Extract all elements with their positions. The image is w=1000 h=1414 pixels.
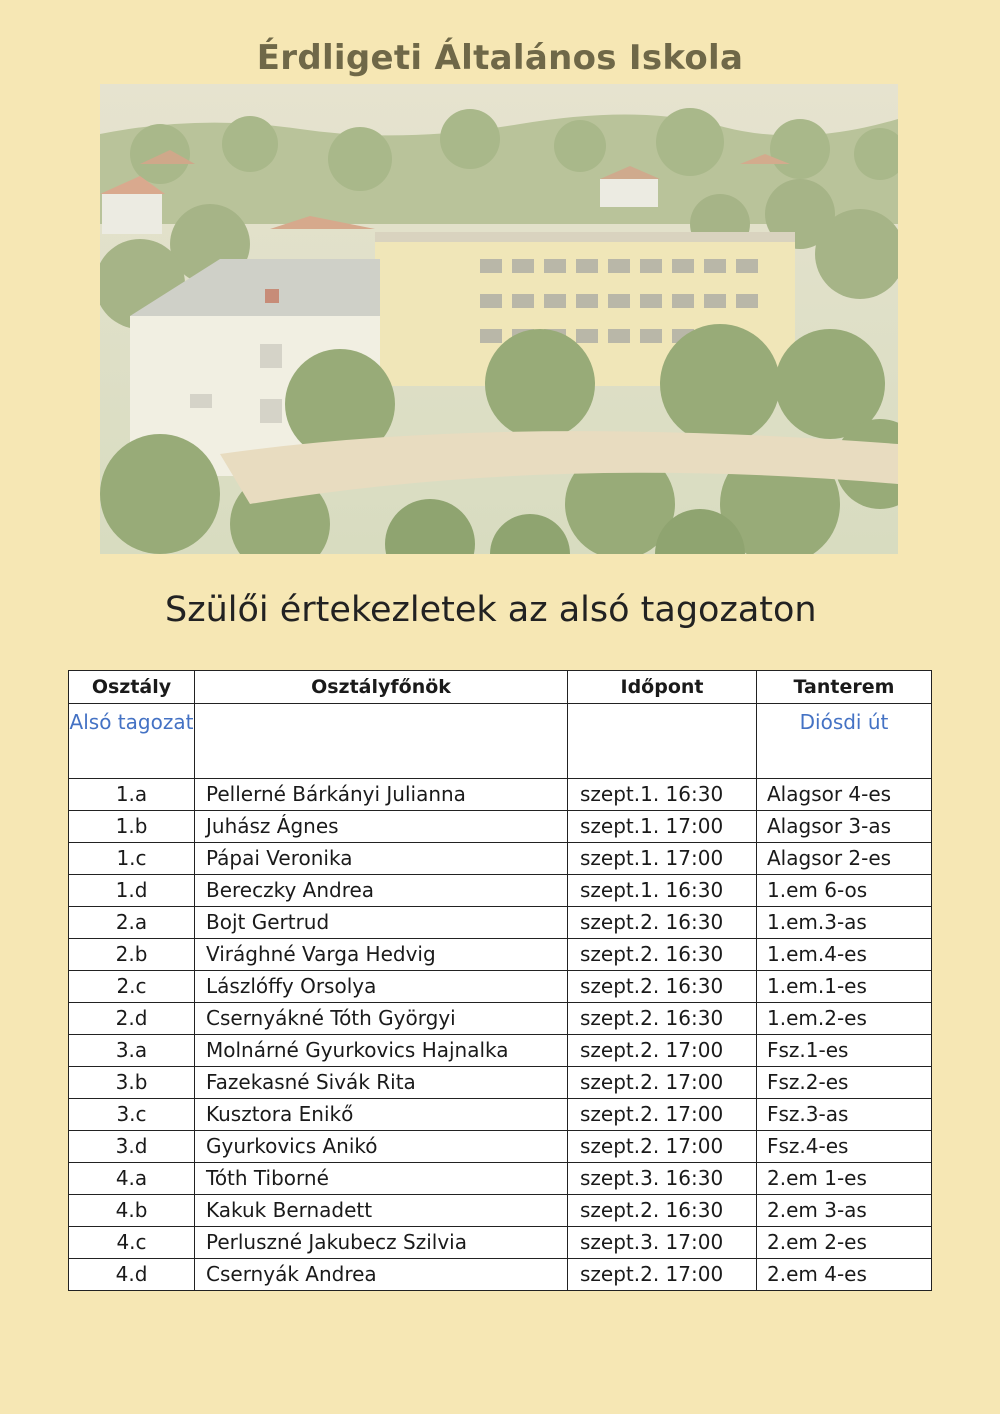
table-row [69, 1163, 932, 1195]
school-building-aerial-photo-icon [100, 84, 898, 554]
table-row [69, 907, 932, 939]
header-time: Időpont [568, 671, 757, 704]
row-time: szept.1. 16:30 [568, 779, 757, 811]
row-teacher: Csernyák Andrea [195, 1259, 568, 1291]
table-row [69, 1259, 932, 1291]
row-room: 1.em.1-es [757, 971, 932, 1003]
table-row [69, 779, 932, 811]
table-row [69, 843, 932, 875]
section-row [69, 704, 932, 779]
row-teacher: Pápai Veronika [195, 843, 568, 875]
row-teacher: Kakuk Bernadett [195, 1195, 568, 1227]
row-time: szept.1. 17:00 [568, 811, 757, 843]
row-time: szept.2. 16:30 [568, 907, 757, 939]
row-time: szept.3. 16:30 [568, 1163, 757, 1195]
row-class: 4.b [69, 1195, 195, 1227]
table-row [69, 811, 932, 843]
row-room: Fsz.4-es [757, 1131, 932, 1163]
parent-meeting-table [68, 670, 932, 1291]
row-teacher: Tóth Tiborné [195, 1163, 568, 1195]
header-room: Tanterem [757, 671, 932, 704]
table-row [69, 1067, 932, 1099]
row-room: 1.em.2-es [757, 1003, 932, 1035]
row-time: szept.2. 17:00 [568, 1259, 757, 1291]
row-teacher: Perluszné Jakubecz Szilvia [195, 1227, 568, 1259]
row-room: 1.em.3-as [757, 907, 932, 939]
table-row [69, 971, 932, 1003]
row-room: 1.em.4-es [757, 939, 932, 971]
row-teacher: Gyurkovics Anikó [195, 1131, 568, 1163]
row-room: Alagsor 2-es [757, 843, 932, 875]
table-row [69, 939, 932, 971]
section-teacher-empty [195, 704, 568, 779]
table-row [69, 1195, 932, 1227]
row-time: szept.2. 17:00 [568, 1067, 757, 1099]
row-teacher: Pellerné Bárkányi Julianna [195, 779, 568, 811]
row-class: 2.a [69, 907, 195, 939]
row-time: szept.2. 17:00 [568, 1035, 757, 1067]
row-teacher: Virághné Varga Hedvig [195, 939, 568, 971]
row-time: szept.2. 16:30 [568, 939, 757, 971]
row-room: 2.em 1-es [757, 1163, 932, 1195]
row-time: szept.2. 16:30 [568, 1195, 757, 1227]
header-class: Osztály [69, 671, 195, 704]
table-row [69, 1099, 932, 1131]
table-row [69, 1035, 932, 1067]
row-time: szept.2. 17:00 [568, 1099, 757, 1131]
page-subtitle: Szülői értekezletek az alsó tagozaton [165, 590, 817, 630]
row-room: Fsz.3-as [757, 1099, 932, 1131]
row-room: Alagsor 4-es [757, 779, 932, 811]
row-time: szept.3. 17:00 [568, 1227, 757, 1259]
table-row [69, 1227, 932, 1259]
row-class: 2.b [69, 939, 195, 971]
row-room: 2.em 4-es [757, 1259, 932, 1291]
row-teacher: Bojt Gertrud [195, 907, 568, 939]
row-teacher: Molnárné Gyurkovics Hajnalka [195, 1035, 568, 1067]
row-teacher: Bereczky Andrea [195, 875, 568, 907]
row-class: 1.d [69, 875, 195, 907]
row-teacher: Juhász Ágnes [195, 811, 568, 843]
table-row [69, 875, 932, 907]
section-class: Alsó tagozat [69, 704, 195, 779]
school-photo [100, 84, 898, 554]
row-teacher: Csernyákné Tóth Györgyi [195, 1003, 568, 1035]
table-header-row [69, 671, 932, 704]
row-class: 1.c [69, 843, 195, 875]
row-class: 2.d [69, 1003, 195, 1035]
row-room: Alagsor 3-as [757, 811, 932, 843]
row-room: 1.em 6-os [757, 875, 932, 907]
row-time: szept.2. 17:00 [568, 1131, 757, 1163]
row-teacher: Lászlóffy Orsolya [195, 971, 568, 1003]
row-time: szept.2. 16:30 [568, 1003, 757, 1035]
section-room: Diósdi út [757, 704, 932, 779]
row-room: Fsz.1-es [757, 1035, 932, 1067]
table-row [69, 1131, 932, 1163]
row-class: 3.d [69, 1131, 195, 1163]
row-class: 4.d [69, 1259, 195, 1291]
table-row [69, 1003, 932, 1035]
row-room: Fsz.2-es [757, 1067, 932, 1099]
row-class: 3.c [69, 1099, 195, 1131]
row-room: 2.em 2-es [757, 1227, 932, 1259]
section-time-empty [568, 704, 757, 779]
row-teacher: Kusztora Enikő [195, 1099, 568, 1131]
row-time: szept.2. 16:30 [568, 971, 757, 1003]
row-room: 2.em 3-as [757, 1195, 932, 1227]
row-class: 4.a [69, 1163, 195, 1195]
row-time: szept.1. 17:00 [568, 843, 757, 875]
row-class: 2.c [69, 971, 195, 1003]
row-class: 1.a [69, 779, 195, 811]
row-class: 3.b [69, 1067, 195, 1099]
school-title: Érdligeti Általános Iskola [256, 38, 744, 78]
row-teacher: Fazekasné Sivák Rita [195, 1067, 568, 1099]
header-teacher: Osztályfőnök [195, 671, 568, 704]
row-time: szept.1. 16:30 [568, 875, 757, 907]
row-class: 1.b [69, 811, 195, 843]
row-class: 4.c [69, 1227, 195, 1259]
row-class: 3.a [69, 1035, 195, 1067]
